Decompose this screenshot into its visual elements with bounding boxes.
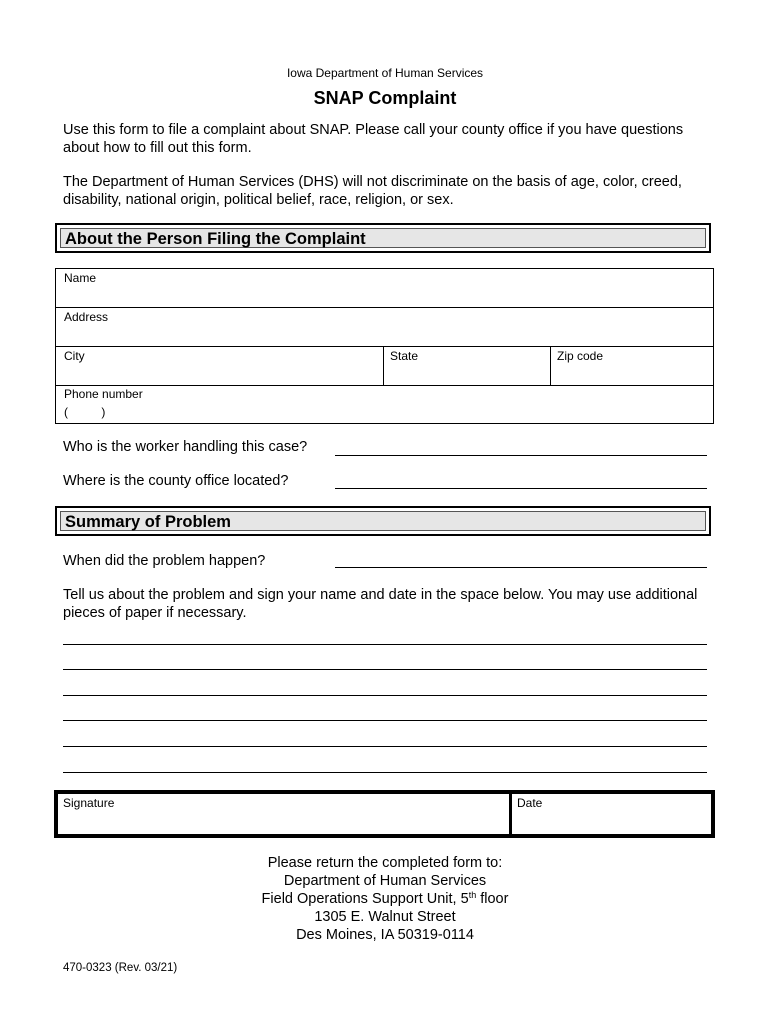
return-line-1: Please return the completed form to: (267, 855, 503, 871)
zip-label: Zip code (557, 349, 604, 363)
city-label: City (64, 349, 85, 363)
city-state-zip-row (56, 347, 713, 386)
worker-answer-line[interactable] (335, 455, 707, 456)
signature-label: Signature (63, 796, 115, 810)
problem-line[interactable] (63, 772, 707, 773)
date-label: Date (517, 796, 543, 810)
state-label: State (390, 349, 419, 363)
intro-paragraph: Use this form to file a complaint about SNAP. Please call your county office if you have questions about how to fill out this form. (63, 122, 684, 156)
agency-name: Iowa Department of Human Services (286, 66, 484, 80)
form-title: SNAP Complaint (313, 88, 457, 108)
problem-instructions: Tell us about the problem and sign your name and date in the space below. You may use additional pieces of paper if necessary. (63, 587, 698, 621)
phone-area-code: ( ) (64, 405, 106, 419)
when-question: When did the problem happen? (63, 553, 266, 569)
problem-line[interactable] (63, 720, 707, 721)
name-field[interactable] (56, 269, 713, 308)
return-line-3: Field Operations Support Unit, 5th floor (261, 890, 509, 907)
date-field[interactable] (512, 794, 711, 834)
section-title-summary: Summary of Problem (60, 511, 706, 531)
phone-field[interactable] (56, 386, 713, 423)
worker-question: Who is the worker handling this case? (63, 439, 308, 455)
form-number: 470-0323 (Rev. 03/21) (63, 962, 178, 974)
person-info-grid (55, 268, 714, 424)
state-field[interactable] (384, 347, 549, 385)
address-field[interactable] (56, 308, 713, 347)
problem-line[interactable] (63, 669, 707, 670)
name-label: Name (64, 271, 97, 285)
address-label: Address (64, 310, 109, 324)
signature-box (54, 790, 715, 838)
nondiscrimination-paragraph: The Department of Human Services (DHS) will not discriminate on the basis of age, color, creed, disability, national origin, political belief, race, religion, or sex. (63, 174, 682, 208)
signature-field[interactable] (58, 794, 509, 834)
section-header-summary (55, 506, 711, 536)
phone-label: Phone number (64, 387, 143, 401)
section-header-person (55, 223, 711, 253)
return-line-2: Department of Human Services (283, 873, 487, 889)
problem-line[interactable] (63, 695, 707, 696)
return-line-4: 1305 E. Walnut Street (314, 909, 456, 925)
zip-field[interactable] (551, 347, 713, 385)
county-answer-line[interactable] (335, 488, 707, 489)
return-address (0, 854, 770, 944)
county-question: Where is the county office located? (63, 473, 289, 489)
city-field[interactable] (56, 347, 383, 385)
problem-line[interactable] (63, 746, 707, 747)
section-title-person: About the Person Filing the Complaint (60, 228, 706, 248)
problem-line[interactable] (63, 644, 707, 645)
return-line-5: Des Moines, IA 50319-0114 (296, 927, 474, 943)
when-answer-line[interactable] (335, 567, 707, 568)
